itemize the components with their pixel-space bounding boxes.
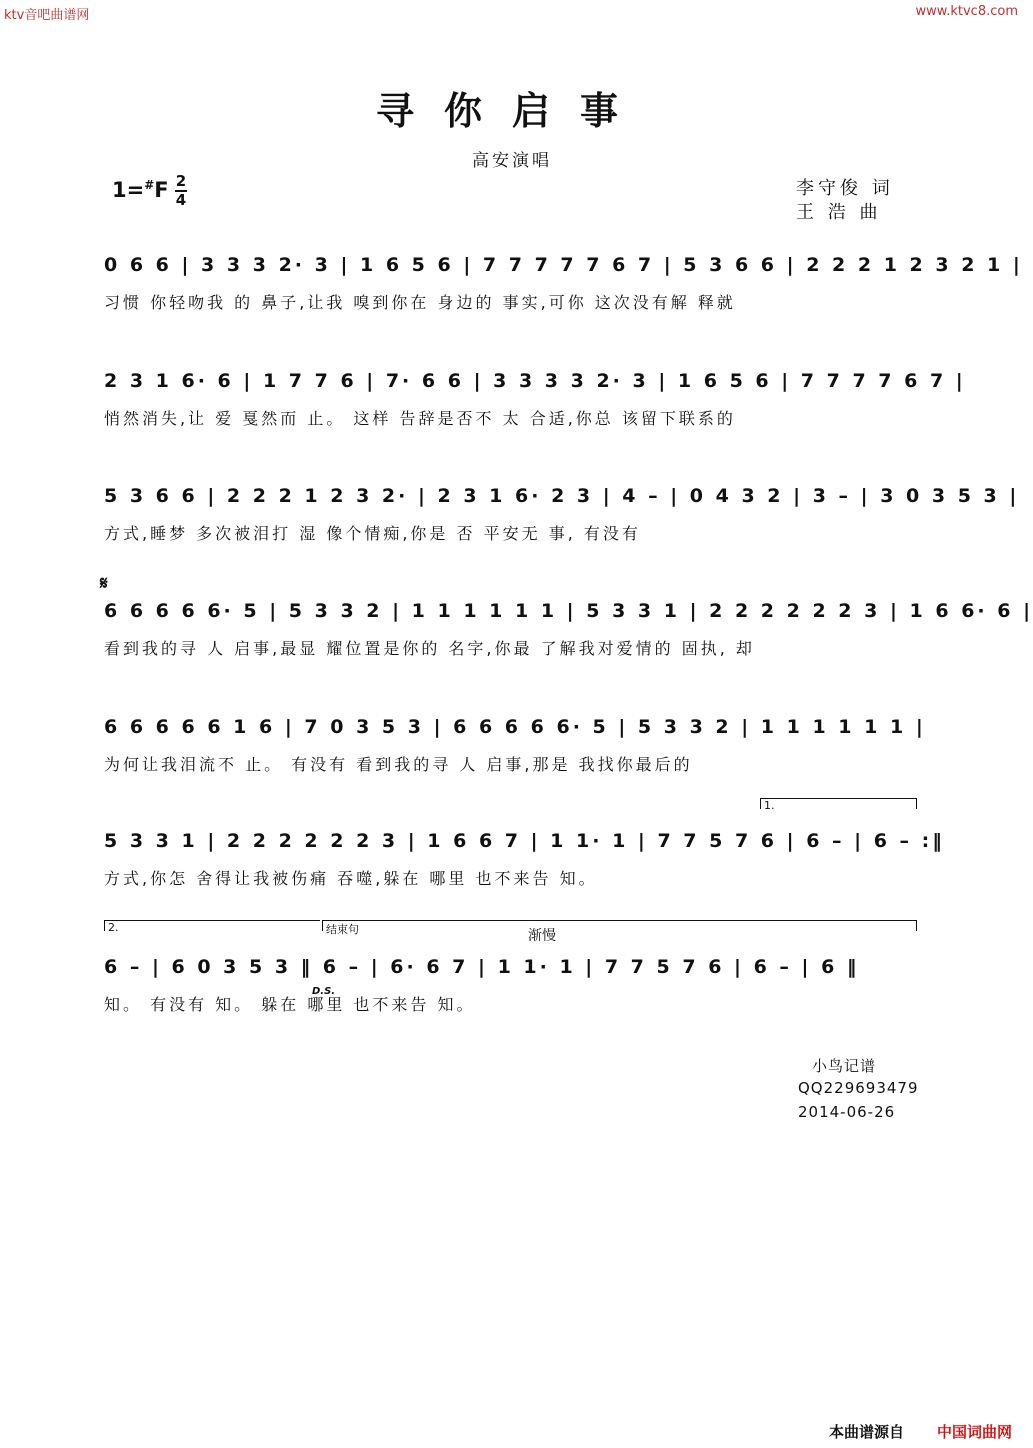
- notes-line: 6 – | 6 0 3 5 3 ‖ 6 – | 6· 6 7 | 1 1· 1 | 7 7 5 7 6 | 6 – | 6 ‖: [104, 956, 860, 978]
- key-prefix: 1=: [112, 178, 145, 202]
- lyricist-credit: 李守俊 词: [796, 178, 894, 199]
- ds-mark: D.S.: [312, 986, 336, 997]
- ending-label: 结束句: [326, 923, 359, 936]
- song-title: 寻你启事: [375, 89, 648, 133]
- footer-site-link[interactable]: 中国词曲网: [936, 1423, 1012, 1441]
- key-signature: [112, 178, 169, 202]
- score-system-5: [104, 716, 926, 775]
- notes-line: 2 3 1 6· 6 | 1 7 7 6 | 7· 6 6 | 3 3 3 3 2· 3 | 1 6 5 6 | 7 7 7 7 6 7 |: [104, 370, 966, 392]
- transcriber-qq: QQ229693479: [798, 1079, 919, 1097]
- lyrics-line: 看到我的寻 人 启事,最显 耀位置是你的 名字,你最 了解我对爱情的 固执, 却: [104, 639, 755, 658]
- key-note: F: [154, 178, 169, 202]
- watermark-right: www.ktvc8.com: [915, 4, 1018, 19]
- sharp-mark: #: [144, 178, 155, 192]
- lyrics-line: 为何让我泪流不 止。 有没有 看到我的寻 人 启事,那是 我找你最后的: [104, 755, 693, 774]
- lyrics-line: 悄然消失,让 爱 戛然而 止。 这样 告辞是否不 太 合适,你总 该留下联系的: [104, 409, 736, 428]
- segno-mark: 𝄋: [100, 573, 108, 594]
- score-system-1: [104, 254, 1023, 313]
- notes-line: 5 3 3 1 | 2 2 2 2 2 2 3 | 1 6 6 7 | 1 1· 1 | 7 7 5 7 6 | 6 – | 6 – :‖: [104, 830, 945, 852]
- composer-credit: 王 浩 曲: [796, 202, 882, 223]
- lyrics-line: 方式,你怎 舍得让我被伤痛 吞噬,躲在 哪里 也不来告 知。: [104, 869, 598, 888]
- volta-2-label: 2.: [108, 921, 119, 934]
- score-system-6: [104, 830, 945, 889]
- transcription-date: 2014-06-26: [798, 1103, 896, 1121]
- time-bottom: 4: [175, 191, 187, 209]
- notes-line: 6 6 6 6 6 1 6 | 7 0 3 5 3 | 6 6 6 6 6· 5 | 5 3 3 2 | 1 1 1 1 1 1 |: [104, 716, 926, 738]
- score-system-3: [104, 485, 1020, 544]
- score-system-7: [104, 956, 916, 1015]
- score-system-2: [104, 370, 966, 429]
- transcriber-name: 小鸟记谱: [812, 1057, 877, 1075]
- lyrics-line: 方式,睡梦 多次被泪打 湿 像个情痴,你是 否 平安无 事, 有没有: [104, 524, 641, 543]
- notes-line: 5 3 6 6 | 2 2 2 1 2 3 2· | 2 3 1 6· 2 3 | 4 – | 0 4 3 2 | 3 – | 3 0 3 5 3 |: [104, 485, 1020, 507]
- lyrics-line: 知。 有没有 知。 躲在 哪里 也不来告 知。: [104, 995, 476, 1014]
- ritardando-mark: 渐慢: [528, 928, 556, 944]
- score-system-4: [104, 600, 1033, 659]
- time-top: 2: [175, 172, 187, 190]
- volta-1-bracket: [760, 798, 917, 812]
- notes-line: 0 6 6 | 3 3 3 2· 3 | 1 6 5 6 | 7 7 7 7 7 6 7 | 5 3 6 6 | 2 2 2 1 2 3 2 1 |: [104, 254, 1023, 276]
- footer-source: 本曲谱源自: [828, 1423, 904, 1441]
- singer-credit: 高安演唱: [472, 151, 552, 171]
- volta-1-label: 1.: [764, 799, 775, 812]
- notes-line: 6 6 6 6 6· 5 | 5 3 3 2 | 1 1 1 1 1 1 | 5 3 3 1 | 2 2 2 2 2 2 3 | 1 6 6· 6 |: [104, 600, 1033, 622]
- time-signature: [175, 174, 187, 208]
- lyrics-line: 习惯 你轻吻我 的 鼻子,让我 嗅到你在 身边的 事实,可你 这次没有解 释就: [104, 293, 736, 312]
- watermark-left: ktv音吧曲谱网: [4, 8, 90, 23]
- volta-2-bracket: [104, 920, 320, 934]
